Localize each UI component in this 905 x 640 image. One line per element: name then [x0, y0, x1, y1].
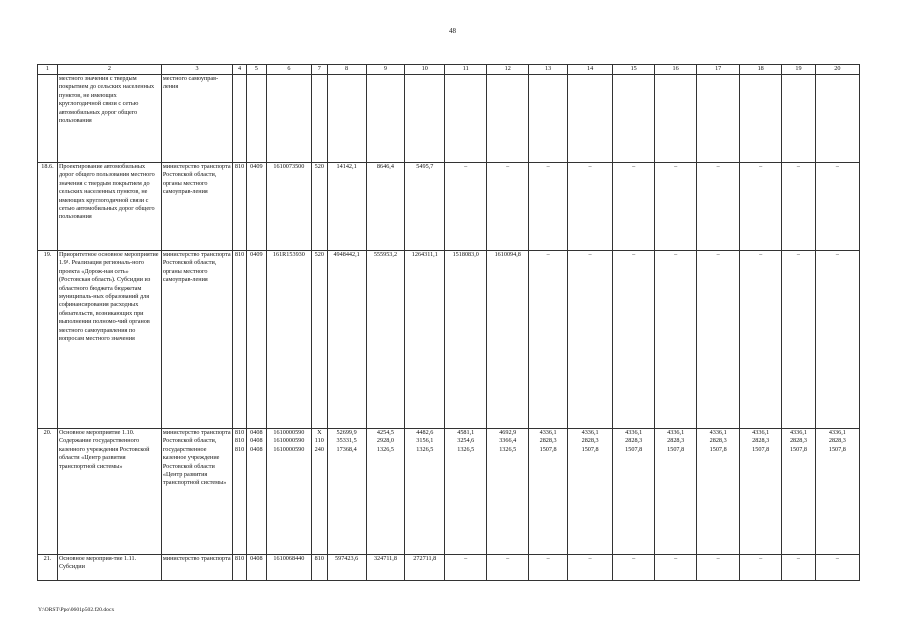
value-line: 1507,8: [828, 445, 846, 453]
value-line: 240: [314, 445, 324, 453]
value-cell: [655, 163, 697, 251]
table-row: [38, 75, 860, 163]
value-line: –: [716, 555, 720, 562]
value-line: 35331,5: [336, 437, 357, 445]
executor-cell: министерство транспорта Ростовской области, органы местного самоуправ-ления: [161, 251, 232, 429]
value-line: 520: [314, 163, 324, 170]
value-line: 4336,1: [789, 429, 807, 436]
value-line: 3366,4: [499, 437, 517, 445]
value-cell: [740, 429, 782, 555]
value-line: 0408: [250, 445, 263, 453]
value-cell: [697, 429, 740, 555]
value-cell: [246, 429, 266, 555]
row-number-cell: 20.: [38, 429, 58, 555]
value-line: 324711,8: [373, 555, 397, 562]
value-cell: [327, 429, 366, 555]
value-cell: [568, 251, 613, 429]
column-header-cell: 2: [57, 65, 161, 75]
value-line: –: [716, 163, 720, 170]
value-cell: [613, 429, 655, 555]
value-cell: [445, 555, 487, 581]
value-cell: [782, 555, 816, 581]
value-cell: [445, 429, 487, 555]
value-cell: [568, 75, 613, 163]
column-header-cell: 9: [366, 65, 405, 75]
table-row: [38, 429, 860, 555]
value-cell: [405, 555, 445, 581]
column-header-cell: 7: [311, 65, 327, 75]
table-row: [38, 163, 860, 251]
value-cell: [529, 163, 568, 251]
value-cell: [529, 555, 568, 581]
value-cell: [613, 163, 655, 251]
value-cell: [782, 75, 816, 163]
value-line: 0408: [250, 429, 263, 436]
value-cell: [697, 75, 740, 163]
value-line: –: [835, 555, 839, 562]
value-cell: [327, 251, 366, 429]
value-line: 1610073500: [273, 163, 305, 170]
column-header-cell: 11: [445, 65, 487, 75]
value-cell: [655, 429, 697, 555]
value-line: –: [588, 555, 592, 562]
value-cell: [613, 75, 655, 163]
value-line: 3254,6: [457, 437, 475, 445]
value-cell: [529, 75, 568, 163]
column-header-cell: 5: [246, 65, 266, 75]
column-header-cell: 10: [405, 65, 445, 75]
value-line: –: [464, 163, 468, 170]
value-cell: [445, 251, 487, 429]
value-line: 1507,8: [581, 445, 599, 453]
value-line: –: [796, 251, 800, 258]
value-cell: [697, 163, 740, 251]
value-cell: [445, 163, 487, 251]
executor-cell: местного самоуправ-ления: [161, 75, 232, 163]
value-cell: [815, 163, 859, 251]
value-line: 0408: [250, 555, 263, 562]
value-line: 1507,8: [752, 445, 770, 453]
value-cell: [568, 555, 613, 581]
value-line: 4948442,1: [333, 251, 360, 258]
value-line: Х: [317, 429, 322, 436]
value-cell: [487, 163, 529, 251]
value-line: 2828,3: [539, 437, 557, 445]
value-line: –: [759, 163, 763, 170]
column-header-cell: 3: [161, 65, 232, 75]
event-name-cell: местного значения с твердым покрытием до сельских населенных пунктов, не имеющих круглогодичной связи с сетью автомобильных дорог общего пользования: [57, 75, 161, 163]
value-line: 1507,8: [789, 445, 807, 453]
value-line: –: [835, 163, 839, 170]
value-cell: [311, 75, 327, 163]
column-header-cell: 18: [740, 65, 782, 75]
value-cell: [613, 555, 655, 581]
value-cell: [655, 75, 697, 163]
value-line: –: [759, 251, 763, 258]
value-cell: [233, 251, 247, 429]
value-cell: [782, 251, 816, 429]
value-line: –: [796, 555, 800, 562]
value-line: –: [588, 251, 592, 258]
value-line: 4336,1: [828, 429, 846, 436]
value-line: –: [546, 555, 550, 562]
value-cell: [740, 75, 782, 163]
value-line: 2828,3: [625, 437, 643, 445]
value-cell: [311, 555, 327, 581]
value-line: 1326,5: [499, 445, 517, 453]
value-cell: [405, 75, 445, 163]
value-line: 1326,5: [416, 445, 434, 453]
value-cell: [613, 251, 655, 429]
value-line: 810: [234, 163, 245, 170]
value-cell: [233, 555, 247, 581]
value-cell: [782, 429, 816, 555]
value-cell: [246, 251, 266, 429]
value-line: 2828,3: [752, 437, 770, 445]
value-cell: [655, 555, 697, 581]
executor-cell: министерство транспорта: [161, 555, 232, 581]
value-line: 110: [314, 437, 324, 445]
value-cell: [311, 163, 327, 251]
value-line: 2828,3: [581, 437, 599, 445]
value-cell: [246, 555, 266, 581]
value-line: –: [835, 251, 839, 258]
column-header-cell: 6: [266, 65, 311, 75]
column-header-cell: 15: [613, 65, 655, 75]
value-line: –: [546, 163, 550, 170]
value-line: 1507,8: [539, 445, 557, 453]
value-line: –: [759, 555, 763, 562]
value-line: –: [674, 251, 678, 258]
event-name-cell: Основное мероприя-тие 1.11. Субсидии: [57, 555, 161, 581]
value-cell: [487, 251, 529, 429]
value-cell: [405, 251, 445, 429]
value-cell: [327, 163, 366, 251]
value-line: 2828,3: [828, 437, 846, 445]
value-line: 4336,1: [752, 429, 770, 436]
column-header-cell: 4: [233, 65, 247, 75]
value-line: 1264311,1: [411, 251, 438, 258]
value-line: 17368,4: [336, 445, 357, 453]
value-line: 14142,1: [336, 163, 357, 170]
value-line: 8646,4: [376, 163, 394, 170]
value-cell: [266, 163, 311, 251]
value-cell: [487, 555, 529, 581]
value-cell: [366, 251, 405, 429]
value-cell: [740, 251, 782, 429]
value-cell: [366, 75, 405, 163]
value-cell: [740, 555, 782, 581]
value-cell: [366, 429, 405, 555]
value-cell: [568, 163, 613, 251]
value-line: 1326,5: [457, 445, 475, 453]
value-line: –: [632, 163, 636, 170]
value-cell: [405, 429, 445, 555]
value-line: 520: [314, 251, 324, 258]
value-cell: [327, 75, 366, 163]
value-cell: [233, 429, 247, 555]
value-cell: [697, 251, 740, 429]
value-line: 1610068440: [273, 555, 305, 562]
value-line: 1610000590: [273, 429, 305, 436]
value-cell: [311, 251, 327, 429]
value-line: 4254,5: [376, 429, 394, 436]
column-header-cell: 20: [815, 65, 859, 75]
column-header-cell: 19: [782, 65, 816, 75]
value-cell: [740, 163, 782, 251]
column-number-header: [38, 65, 860, 75]
value-line: 1507,8: [625, 445, 643, 453]
value-cell: [266, 429, 311, 555]
value-line: 810: [234, 555, 245, 562]
value-line: 4336,1: [581, 429, 599, 436]
value-cell: [487, 75, 529, 163]
column-header-cell: 1: [38, 65, 58, 75]
value-line: 5495,7: [416, 163, 434, 170]
value-cell: [782, 163, 816, 251]
value-line: 1518083,0: [452, 251, 479, 258]
value-line: –: [464, 555, 468, 562]
value-line: 4482,6: [416, 429, 434, 436]
value-line: 4581,1: [457, 429, 475, 436]
value-line: 272711,8: [413, 555, 437, 562]
value-line: –: [506, 163, 510, 170]
row-number-cell: 18.6.: [38, 163, 58, 251]
value-line: 3156,1: [416, 437, 434, 445]
row-number-cell: [38, 75, 58, 163]
value-line: –: [796, 163, 800, 170]
value-line: 1507,8: [667, 445, 685, 453]
value-line: –: [506, 555, 510, 562]
value-line: 0409: [250, 163, 263, 170]
executor-cell: министерство транспорта Ростовской области, органы местного самоуправ-ления: [161, 163, 232, 251]
event-name-cell: Проектирование автомобильных дорог общего пользования местного значения с твердым покрытием до сельских населенных пунктов, не имеющих круглогодичной связи с сетью автомобильных дорог общего пользования: [57, 163, 161, 251]
value-line: 597423,6: [335, 555, 359, 562]
value-line: –: [546, 251, 550, 258]
value-line: 1610000590: [273, 445, 305, 453]
value-line: 52699,9: [336, 429, 357, 436]
value-line: 810: [314, 555, 324, 562]
event-name-cell: Приоритетное основное мероприятие 1.9¹. Реализация региональ-ного проекта «Дорож-ная сеть» (Ростовская область). Субсидии из областного бюджета бюджетам муниципаль-ных образований для софинансирования расходных обязательств, возникающих при выполнении полномо-чий органов местного самоуправления по вопросам местного значения: [57, 251, 161, 429]
event-name-cell: Основное мероприятие 1.10. Содержание государственного казенного учреждения Ростовской области «Центр развития транспортной системы»: [57, 429, 161, 555]
file-path-footer: Y:\ORST\Ppo\0601p502.f20.docx: [38, 607, 115, 613]
value-line: –: [588, 163, 592, 170]
value-cell: [266, 75, 311, 163]
value-cell: [327, 555, 366, 581]
value-cell: [815, 555, 859, 581]
column-header-cell: 16: [655, 65, 697, 75]
value-cell: [311, 429, 327, 555]
value-line: 1326,5: [376, 445, 394, 453]
table-row: [38, 251, 860, 429]
value-cell: [697, 555, 740, 581]
value-cell: [568, 429, 613, 555]
value-line: 0408: [250, 437, 263, 445]
value-line: –: [716, 251, 720, 258]
column-header-cell: 12: [487, 65, 529, 75]
column-header-cell: 13: [529, 65, 568, 75]
executor-cell: министерство транспорта Ростовской области, государственное казенное учреждение Ростовской области «Центр развития транспортной системы»: [161, 429, 232, 555]
value-line: 4692,9: [499, 429, 517, 436]
value-line: 1610000590: [273, 437, 305, 445]
value-line: 810: [234, 445, 245, 453]
value-line: 2928,0: [376, 437, 394, 445]
value-cell: [246, 163, 266, 251]
column-header-cell: 8: [327, 65, 366, 75]
value-cell: [529, 429, 568, 555]
value-cell: [266, 251, 311, 429]
program-table: [37, 64, 860, 581]
value-line: 1507,8: [709, 445, 727, 453]
value-line: –: [632, 251, 636, 258]
value-line: 2828,3: [667, 437, 685, 445]
value-line: 555953,2: [373, 251, 398, 258]
value-line: 810: [234, 429, 245, 436]
value-cell: [246, 75, 266, 163]
row-number-cell: 21.: [38, 555, 58, 581]
value-cell: [815, 429, 859, 555]
value-line: 4336,1: [667, 429, 685, 436]
value-cell: [266, 555, 311, 581]
value-line: 2828,3: [789, 437, 807, 445]
value-cell: [655, 251, 697, 429]
value-cell: [233, 75, 247, 163]
value-cell: [233, 163, 247, 251]
value-line: 0409: [250, 251, 263, 258]
value-cell: [366, 555, 405, 581]
value-line: 161R153930: [272, 251, 305, 258]
column-header-cell: 17: [697, 65, 740, 75]
value-line: 1610094,8: [494, 251, 521, 258]
page-number: 48: [449, 27, 456, 35]
table-row: [38, 555, 860, 581]
value-line: 810: [234, 251, 245, 258]
value-line: –: [674, 555, 678, 562]
value-cell: [405, 163, 445, 251]
value-cell: [815, 75, 859, 163]
value-cell: [529, 251, 568, 429]
value-line: –: [632, 555, 636, 562]
value-cell: [815, 251, 859, 429]
value-line: 2828,3: [709, 437, 727, 445]
value-line: –: [674, 163, 678, 170]
value-line: 4336,1: [709, 429, 727, 436]
value-line: 4336,1: [625, 429, 643, 436]
value-cell: [366, 163, 405, 251]
value-line: 4336,1: [539, 429, 557, 436]
column-header-cell: 14: [568, 65, 613, 75]
value-cell: [445, 75, 487, 163]
value-line: 810: [234, 437, 245, 445]
value-cell: [487, 429, 529, 555]
row-number-cell: 19.: [38, 251, 58, 429]
